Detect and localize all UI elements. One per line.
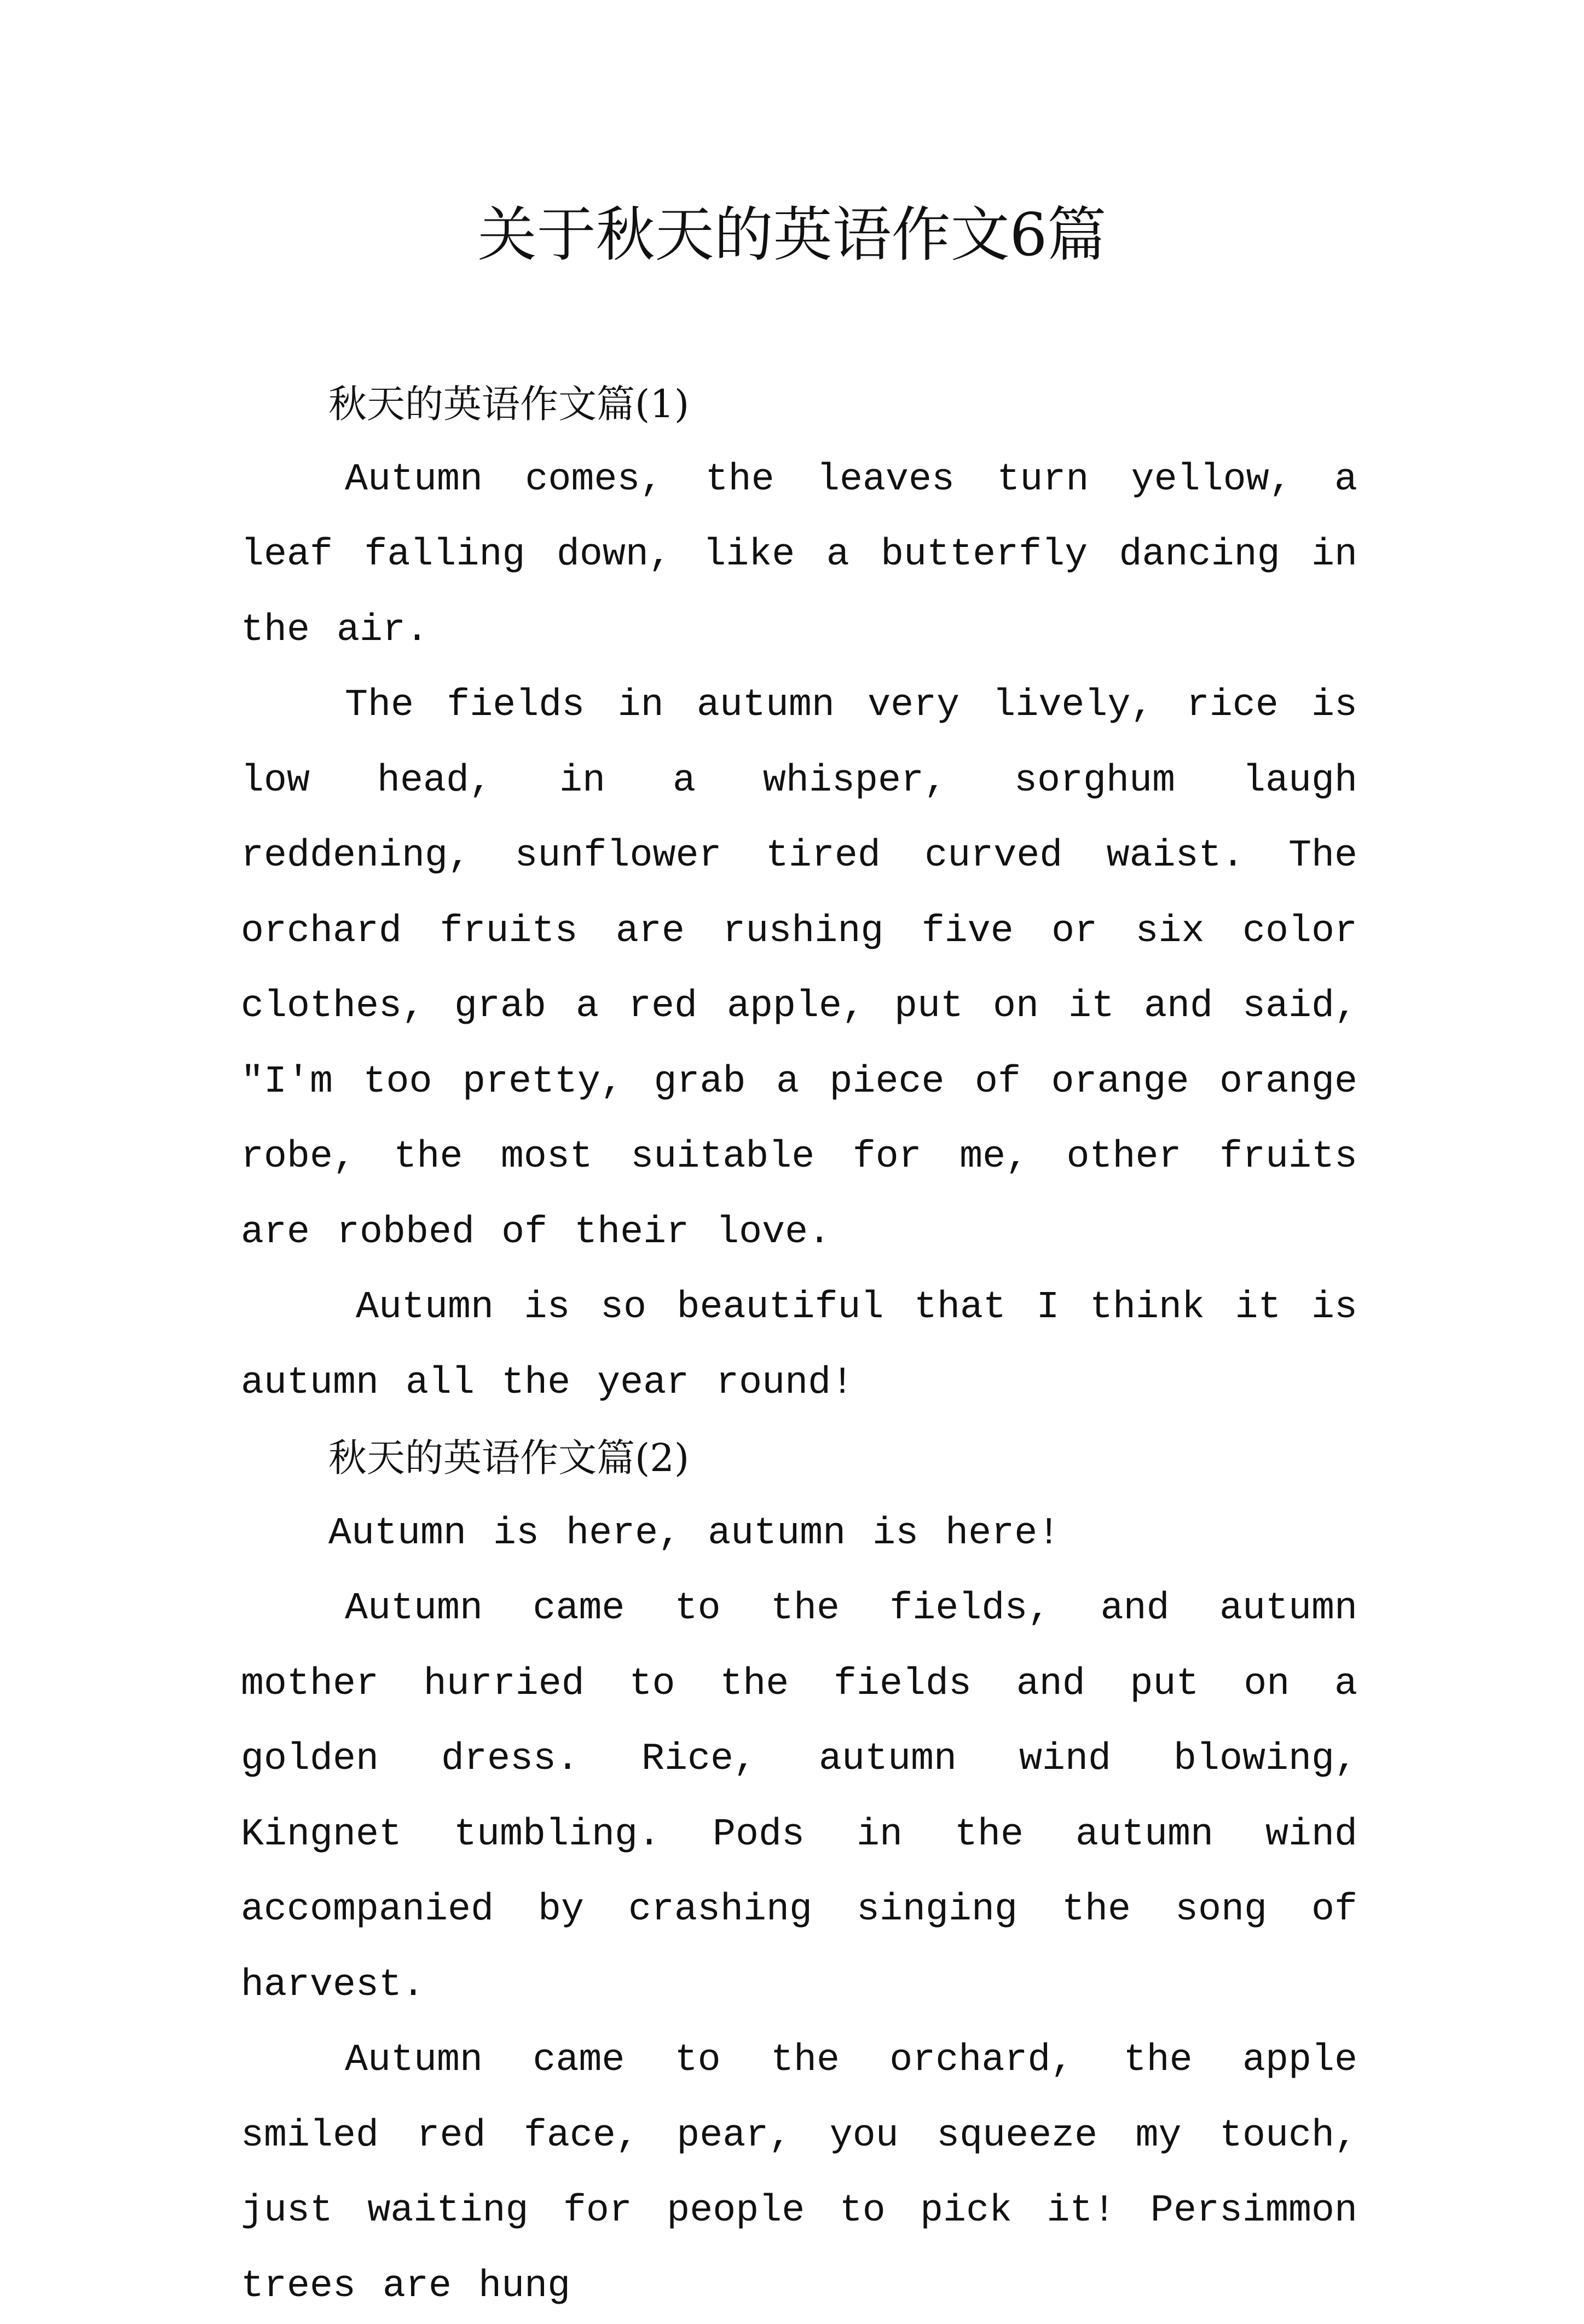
paragraph: Autumn came to the fields, and autumn mother hurried to the fields and put on a golden dress. Rice, autumn wind blowing, Kingnet tumbling. Pods in the autumn wind accompanied by crashing singing the song of harvest. [241, 1587, 1357, 2007]
page-title: 关于秋天的英语作文6篇 [477, 201, 1107, 269]
paragraph: Autumn comes, the leaves turn yellow, a leaf falling down, like a butterfly dancing in the air. [241, 458, 1357, 652]
paragraph: Autumn is so beautiful that I think it is autumn all the year round! [241, 1286, 1357, 1405]
paragraph: Autumn is here, autumn is here! [328, 1512, 1061, 1555]
paragraph: Autumn came to the orchard, the apple smiled red face, pear, you squeeze my touch, just waiting for people to pick it! Persimmon trees are hung [241, 2039, 1357, 2308]
paragraph: The fields in autumn very lively, rice is low head, in a whisper, sorghum laugh reddening, sunflower tired curved waist. The orchard fruits are rushing five or six color clothes, grab a red apple, put on it and said, "I'm too pretty, grab a piece of orange orange robe, the most suitable for me, other fruits are robbed of their love. [241, 684, 1357, 1254]
section-heading-1: 秋天的英语作文篇(1) [328, 382, 690, 426]
document-body [241, 367, 1357, 2324]
section-heading-2: 秋天的英语作文篇(2) [328, 1435, 690, 1480]
